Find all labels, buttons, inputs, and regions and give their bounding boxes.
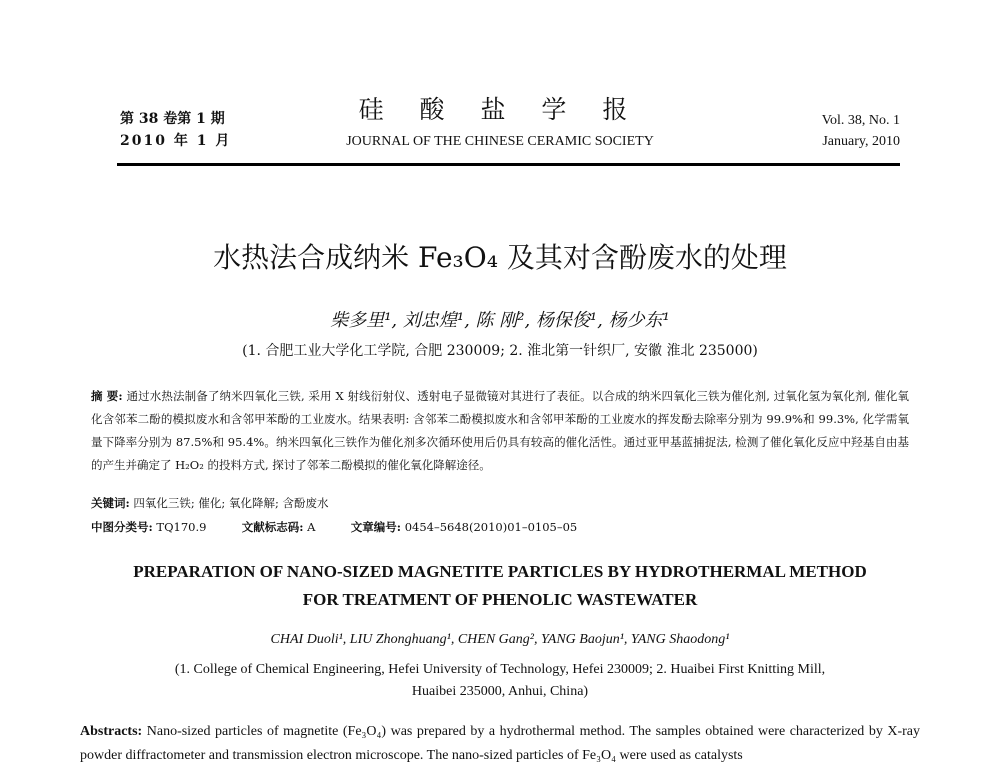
date-cn: 2010 年 1 月 — [120, 133, 232, 149]
paper-title-cn: 水热法合成纳米 Fe₃O₄ 及其对含酚废水的处理 — [213, 241, 787, 274]
affiliation-en — [0, 659, 1000, 703]
paper-title-en — [0, 558, 1000, 614]
header-divider — [117, 163, 900, 166]
affiliation-en-line1: (1. College of Chemical Engineering, Hefei University of Technology, Hefei 230009; 2. Huaibei First Knitting Mill, — [174, 662, 826, 677]
classification-line — [91, 515, 909, 539]
abstract-cn — [91, 385, 909, 477]
volume-cn: 第 38 卷第 1 期 — [120, 111, 225, 127]
keywords-cn-text: 四氧化三铁; 催化; 氧化降解; 含酚废水 — [133, 496, 329, 510]
abstract-cn-text: 通过水热法制备了纳米四氧化三铁, 采用 X 射线衍射仪、透射电子显微镜对其进行了表征。以合成的纳米四氧化三铁为催化剂, 过氧化氢为氧化剂, 催化氧化含邻苯二酚的模拟废水和含邻甲苯酚的工业废水。结果表明: 含邻苯二酚模拟废水和含邻甲苯酚的工业废水的挥发酚去除率分别为 99.9%和 99.3%, 化学需氧量下降率分别为 87.5%和 95.4%。纳米四氧化三铁作为催化剂多次循环使用后仍具有较高的催化活性。通过亚甲基蓝捕捉法, 检测了催化氧化反应中羟基自由基的产生并确定了 H₂O₂ 的投料方式, 探讨了邻苯二酚模拟的催化氧化降解途径。 — [91, 389, 909, 472]
paper-title-en-line2: FOR TREATMENT OF PHENOLIC WASTEWATER — [302, 590, 698, 609]
volume-en: Vol. 38, No. 1 — [821, 113, 900, 128]
doc-code-value: A — [307, 520, 316, 534]
keywords-cn-label: 关键词: — [91, 496, 130, 510]
clc-label: 中图分类号: — [91, 520, 153, 534]
journal-title-en: JOURNAL OF THE CHINESE CERAMIC SOCIETY — [346, 134, 654, 149]
article-no-value: 0454–5648(2010)01–0105–05 — [404, 520, 578, 534]
abstract-en-text: Nano-sized particles of magnetite (Fe₃O₄) was prepared by a hydrothermal method. The samples obtained were characterized by X-ray powder diffractometer and transmission electron microscope. The nano-sized particles of Fe₃O₄ were used as catalysts — [80, 724, 921, 763]
doc-code-label: 文献标志码: — [241, 520, 304, 534]
clc-value: TQ170.9 — [156, 520, 207, 534]
date-en: January, 2010 — [822, 134, 900, 149]
journal-title-cn: 硅 酸 盐 学 报 — [358, 95, 642, 124]
paper-title-en-line1: PREPARATION OF NANO-SIZED MAGNETITE PARTICLES BY HYDROTHERMAL METHOD — [133, 562, 867, 581]
keywords-cn — [91, 491, 909, 515]
abstract-cn-label: 摘 要: — [91, 389, 123, 403]
abstract-en-label: Abstracts: — [80, 724, 143, 739]
affiliation-cn: (1. 合肥工业大学化工学院, 合肥 230009; 2. 淮北第一针织厂, 安徽 淮北 235000) — [242, 343, 758, 359]
affiliation-en-line2: Huaibei 235000, Anhui, China) — [411, 684, 589, 699]
authors-cn: 柴多里¹, 刘忠煌¹, 陈 刚², 杨保俊¹, 杨少东¹ — [330, 310, 670, 331]
article-no-label: 文章编号: — [350, 520, 402, 534]
authors-en: CHAI Duoli¹, LIU Zhonghuang¹, CHEN Gang², YANG Baojun¹, YANG Shaodong¹ — [270, 632, 730, 647]
abstract-en — [80, 720, 920, 768]
keywords-block — [91, 491, 909, 539]
issue-info-en — [822, 110, 900, 152]
